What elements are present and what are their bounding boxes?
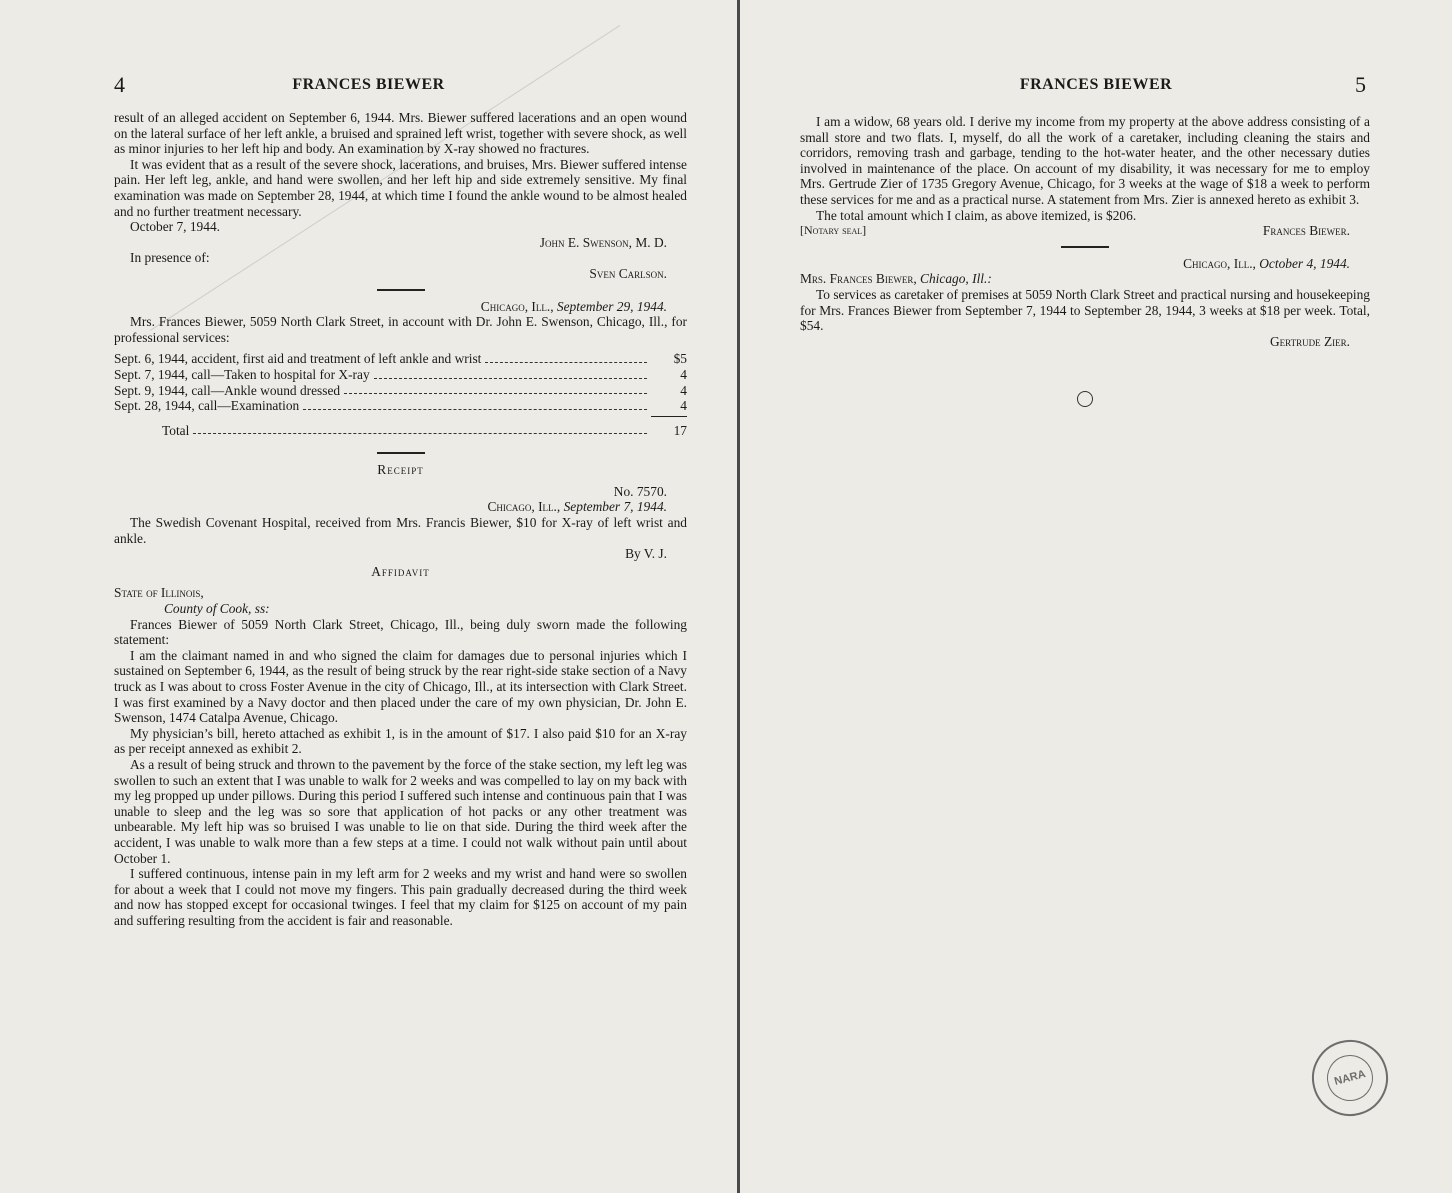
paragraph: The total amount which I claim, as above itemized, is $206. [816, 207, 1137, 223]
county-line: County of Cook, ss: [164, 601, 270, 617]
bill-item-amount: 4 [680, 382, 687, 398]
right-page-body [800, 114, 1370, 349]
left-page-body [114, 110, 687, 929]
addressee-place: Chicago, Ill.: [920, 271, 992, 287]
receipt-number: No. 7570. [613, 483, 667, 499]
bill-item-amount: $5 [673, 351, 687, 367]
bill-row [114, 367, 687, 383]
paragraph: My physician’s bill, hereto attached as exhibit 1, is in the amount of $17. I also paid $10 for an X-ray as per receipt annexed as exhibit 2. [114, 725, 687, 757]
paragraph: It was evident that as a result of the severe shock, lacerations, and bruises, Mrs. Biewer suffered intense pain. Her left leg, ankle, and hand were swollen, and her left hip and side extremely sensitive. My final examination was made on September 28, 1944, at which time I found the ankle wound to be almost healed and no further treatment necessary. [114, 156, 687, 219]
paragraph: To services as caretaker of premises at 5059 North Clark Street and practical nursing and housekeeping for Mrs. Frances Biewer from September 7, 1944 to September 28, 1944, 3 weeks at $18 per week. Total, $54. [800, 286, 1370, 334]
bill-item-desc: Sept. 28, 1944, call—Examination [114, 398, 300, 414]
dateline-date: September 7, 1944. [563, 499, 667, 515]
bill-table [114, 351, 687, 438]
bill-item-amount: 4 [680, 398, 687, 414]
leader-dots [193, 433, 647, 434]
total-rule-wrap [114, 414, 687, 419]
bill-row [114, 383, 687, 399]
addressee-line [800, 271, 1370, 287]
leader-dots [374, 378, 647, 379]
bill-row [114, 351, 687, 367]
receipt-heading: Receipt [377, 462, 424, 478]
section-rule [377, 452, 425, 454]
circle-mark-icon [1077, 391, 1093, 407]
witness-signature: Sven Carlson. [589, 265, 667, 281]
bill-total-amount: 17 [673, 422, 687, 438]
section-rule [1061, 246, 1109, 248]
date-line: October 7, 1944. [130, 219, 220, 235]
receipt-by: By V. J. [625, 546, 667, 562]
state-line: State of Illinois, [114, 585, 204, 601]
paragraph: I suffered continuous, intense pain in my left arm for 2 weeks and my wrist and hand were so swollen for about a week that I could not move my fingers. This pain gradually decreased during the third week and now has stopped except for occasional twinges. I feel that my claim for $125 on account of my pain and suffering resulting from the accident is fair and reasonable. [114, 866, 687, 928]
bill-row [114, 398, 687, 414]
bill-dateline [114, 299, 667, 315]
section-rule [377, 289, 425, 291]
leader-dots [485, 362, 647, 363]
signature-line: Gertrude Zier. [1270, 333, 1350, 349]
bill-item-amount: 4 [680, 366, 687, 382]
dateline-date: September 29, 1944. [556, 298, 667, 314]
bill-total-label: Total [162, 422, 190, 438]
notary-signature-row [800, 223, 1370, 239]
paragraph: result of an alleged accident on September 6, 1944. Mrs. Biewer suffered lacerations and an open wound on the lateral surface of her left ankle, a bruised and sprained left wrist, together with severe shock, as well as minor injuries to her left hip and body. An examination by X-ray showed no fractures. [114, 110, 687, 157]
bill-item-desc: Sept. 9, 1944, call—Ankle wound dressed [114, 382, 341, 398]
bill-intro: Mrs. Frances Biewer, 5059 North Clark Street, in account with Dr. John E. Swenson, Chicago, Ill., for professional services: [114, 314, 687, 345]
leader-dots [303, 409, 647, 410]
page-number: 4 [114, 72, 125, 97]
stamp-inner-ring [1322, 1050, 1378, 1106]
dateline-place: Chicago, Ill., [1183, 255, 1256, 271]
presence-line: In presence of: [130, 250, 210, 266]
paragraph: Frances Biewer of 5059 North Clark Street, Chicago, Ill., being duly sworn made the following statement: [114, 616, 687, 648]
affidavit-heading: Affidavit [371, 563, 430, 579]
bill-item-desc: Sept. 7, 1944, call—Taken to hospital for X-ray [114, 366, 370, 382]
dateline-place: Chicago, Ill., [480, 298, 554, 314]
running-head: FRANCES BIEWER [292, 76, 445, 93]
addressee-name: Mrs. Frances Biewer, [800, 271, 917, 287]
notary-seal: [Notary seal] [800, 223, 867, 238]
stamp-text: NARA [1333, 1068, 1367, 1088]
receipt-dateline [114, 499, 667, 515]
bill-item-desc: Sept. 6, 1944, accident, first aid and treatment of left ankle and wrist [114, 351, 482, 367]
right-page [740, 0, 1452, 1193]
dateline [800, 256, 1350, 272]
signature-line: Frances Biewer. [1262, 223, 1350, 239]
total-rule [651, 416, 687, 417]
receipt-body: The Swedish Covenant Hospital, received from Mrs. Francis Biewer, $10 for X-ray of left wrist and ankle. [114, 515, 687, 546]
leader-dots [344, 393, 647, 394]
page-number: 5 [1355, 72, 1366, 97]
bill-total-row [114, 423, 687, 439]
running-head: FRANCES BIEWER [1019, 76, 1173, 93]
dateline-date: October 4, 1944. [1259, 255, 1350, 271]
paragraph: As a result of being struck and thrown to the pavement by the force of the stake section, my left leg was swollen to such an extent that I was unable to walk for 2 weeks and was compelled to lay on my back with my leg propped up under pillows. During this period I suffered such intense and continuous pain that I was unable to sleep and the leg was so sore that application of hot packs or any other treatment was unbearable. My left hip was so bruised I was unable to lie on that side. During the third week after the accident, I was unable to walk more than a few steps at a time. I could not walk without pain until about October 1. [114, 756, 687, 866]
paragraph: I am the claimant named in and who signed the claim for damages due to personal injuries which I sustained on September 6, 1944, as the result of being struck by the rear right-side stake section of a Navy truck as I was about to cross Foster Avenue in the city of Chicago, Ill., at its intersection with Clark Street. I was first examined by a Navy doctor and then placed under the care of my own physician, Dr. John E. Swenson, 1474 Catalpa Avenue, Chicago. [114, 647, 687, 726]
dateline-place: Chicago, Ill., [487, 499, 561, 515]
signature-line: John E. Swenson, M. D. [539, 234, 667, 250]
paragraph: I am a widow, 68 years old. I derive my income from my property at the above address consisting of a small store and two flats. I, myself, do all the work of a caretaker, including cleaning the stairs and corridors, removing trash and garbage, tending to the hot-water heater, and the other necessary duties involved in maintenance of the place. On account of my disability, it was necessary for me to employ Mrs. Gertrude Zier of 1735 Gregory Avenue, Chicago, for 3 weeks at the wage of $18 a week to perform these services for me and as a practical nurse. A statement from Mrs. Zier is annexed hereto as exhibit 3. [800, 114, 1370, 207]
